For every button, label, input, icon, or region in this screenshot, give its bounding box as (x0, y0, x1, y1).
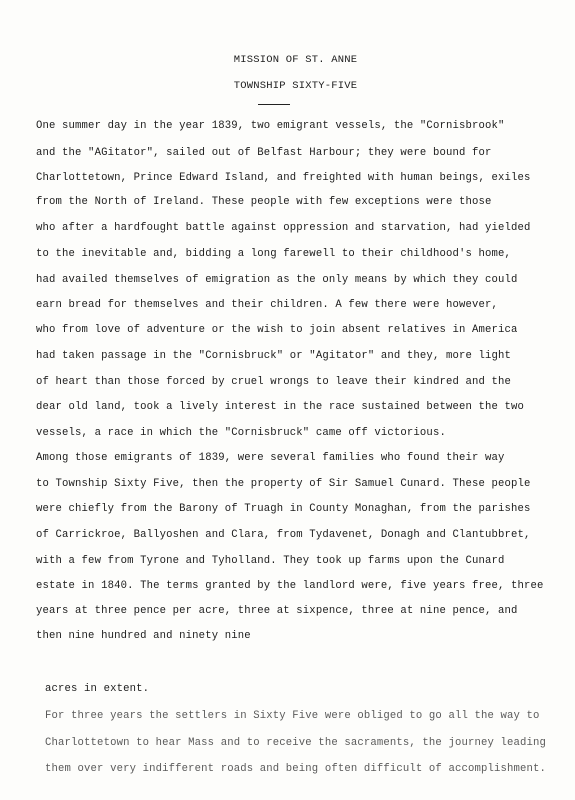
title-underline (258, 104, 290, 105)
text-line: to the inevitable and, bidding a long farewell to their childhood's home, (36, 248, 512, 260)
text-line: had availed themselves of emigration as the only means by which they could (36, 274, 518, 286)
text-line: One summer day in the year 1839, two emigrant vessels, the "Cornisbrook" (36, 120, 505, 132)
text-line: of Carrickroe, Ballyoshen and Clara, from Tydavenet, Donagh and Clantubbret, (36, 529, 531, 541)
text-line: vessels, a race in which the "Cornisbruck" came off victorious. (36, 427, 446, 439)
text-line: earn bread for themselves and their children. A few there were however, (36, 299, 499, 311)
text-line: and the "AGitator", sailed out of Belfast Harbour; they were bound for (36, 147, 492, 159)
text-line: estate in 1840. The terms granted by the landlord were, five years free, three (36, 580, 544, 592)
text-line: acres in extent. (45, 683, 150, 695)
text-line: had taken passage in the "Cornisbruck" or "Agitator" and they, more light (36, 350, 512, 362)
text-line: to Township Sixty Five, then the property of Sir Samuel Cunard. These people (36, 478, 531, 490)
text-line: Charlottetown to hear Mass and to receive the sacraments, the journey leading (45, 737, 547, 749)
text-line: who after a hardfought battle against oppression and starvation, had yielded (36, 222, 531, 234)
text-line: Among those emigrants of 1839, were several families who found their way (36, 452, 505, 464)
text-line: from the North of Ireland. These people with few exceptions were those (36, 196, 492, 208)
text-line: then nine hundred and ninety nine (36, 630, 251, 642)
text-line: Charlottetown, Prince Edward Island, and freighted with human beings, exiles (36, 172, 531, 184)
text-line: were chiefly from the Barony of Truagh in County Monaghan, from the parishes (36, 503, 531, 515)
document-title: MISSION OF ST. ANNE (233, 54, 358, 66)
text-line: who from love of adventure or the wish to join absent relatives in America (36, 324, 518, 336)
document-subtitle: TOWNSHIP SIXTY-FIVE (233, 80, 358, 92)
text-line: years at three pence per acre, three at sixpence, three at nine pence, and (36, 605, 518, 617)
text-line: For three years the settlers in Sixty Five were obliged to go all the way to (45, 710, 540, 722)
text-line: dear old land, took a lively interest in the race sustained between the two (36, 401, 525, 413)
text-line: them over very indifferent roads and being often difficult of accomplishment. (45, 763, 547, 775)
text-line: of heart than those forced by cruel wrongs to leave their kindred and the (36, 376, 512, 388)
text-line: with a few from Tyrone and Tyholland. They took up farms upon the Cunard (36, 555, 505, 567)
